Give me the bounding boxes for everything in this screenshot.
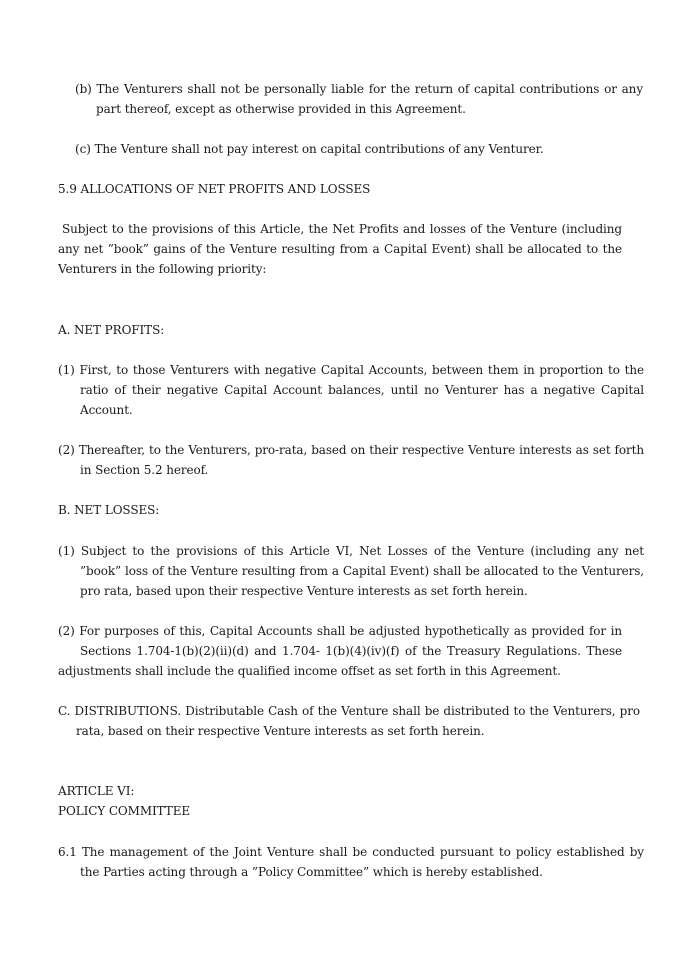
- net-losses-item-2-line-2: Sections 1.704-1(b)(2)(ii)(d) and 1.704- 1(b)(4)(iv)(f) of the Treasury Regulations. These: [80, 644, 622, 658]
- section-6-1: 6.1 The management of the Joint Venture shall be conducted pursuant to policy established by the Parties acting through a ”Policy Committee” which is hereby established.: [58, 845, 644, 879]
- net-losses-heading: B. NET LOSSES:: [58, 503, 160, 517]
- net-profits-heading: A. NET PROFITS:: [58, 323, 165, 337]
- article-vi-heading: ARTICLE VI:: [58, 784, 135, 798]
- net-profits-item-2: (2) Thereafter, to the Venturers, pro-rata, based on their respective Venture interests as set forth in Section 5.2 hereof.: [58, 443, 644, 477]
- net-losses-item-1: (1) Subject to the provisions of this Article VI, Net Losses of the Venture (including any net ”book” loss of the Venture resulting from a Capital Event) shall be allocated to the Venturers, pro rata, based upon their respective Venture interests as set forth herein.: [58, 544, 644, 598]
- paragraph-b: (b) The Venturers shall not be personally liable for the return of capital contributions or any part thereof, except as otherwise provided in this Agreement.: [75, 82, 643, 116]
- net-losses-item-2-line-1: (2) For purposes of this, Capital Accounts shall be adjusted hypothetically as provided for in: [58, 624, 622, 638]
- section-5-9-heading: 5.9 ALLOCATIONS OF NET PROFITS AND LOSSES: [58, 182, 371, 196]
- paragraph-c: (c) The Venture shall not pay interest on capital contributions of any Venturer.: [75, 142, 544, 156]
- article-vi-title: POLICY COMMITTEE: [58, 804, 191, 818]
- net-profits-item-1: (1) First, to those Venturers with negative Capital Accounts, between them in proportion to the ratio of their negative Capital Account balances, until no Venturer has a negative Capital Account.: [58, 363, 644, 417]
- distributions-paragraph: C. DISTRIBUTIONS. Distributable Cash of the Venture shall be distributed to the Venturers, pro rata, based on their respective Venture interests as set forth herein.: [58, 704, 640, 738]
- net-losses-item-2: [58, 621, 622, 681]
- section-5-9-intro: Subject to the provisions of this Article, the Net Profits and losses of the Venture (including any net ”book” gains of the Venture resulting from a Capital Event) shall be allocated to the Venturers in the following priority:: [58, 222, 622, 276]
- net-losses-item-2-line-3: adjustments shall include the qualified income offset as set forth in this Agreement.: [58, 664, 561, 678]
